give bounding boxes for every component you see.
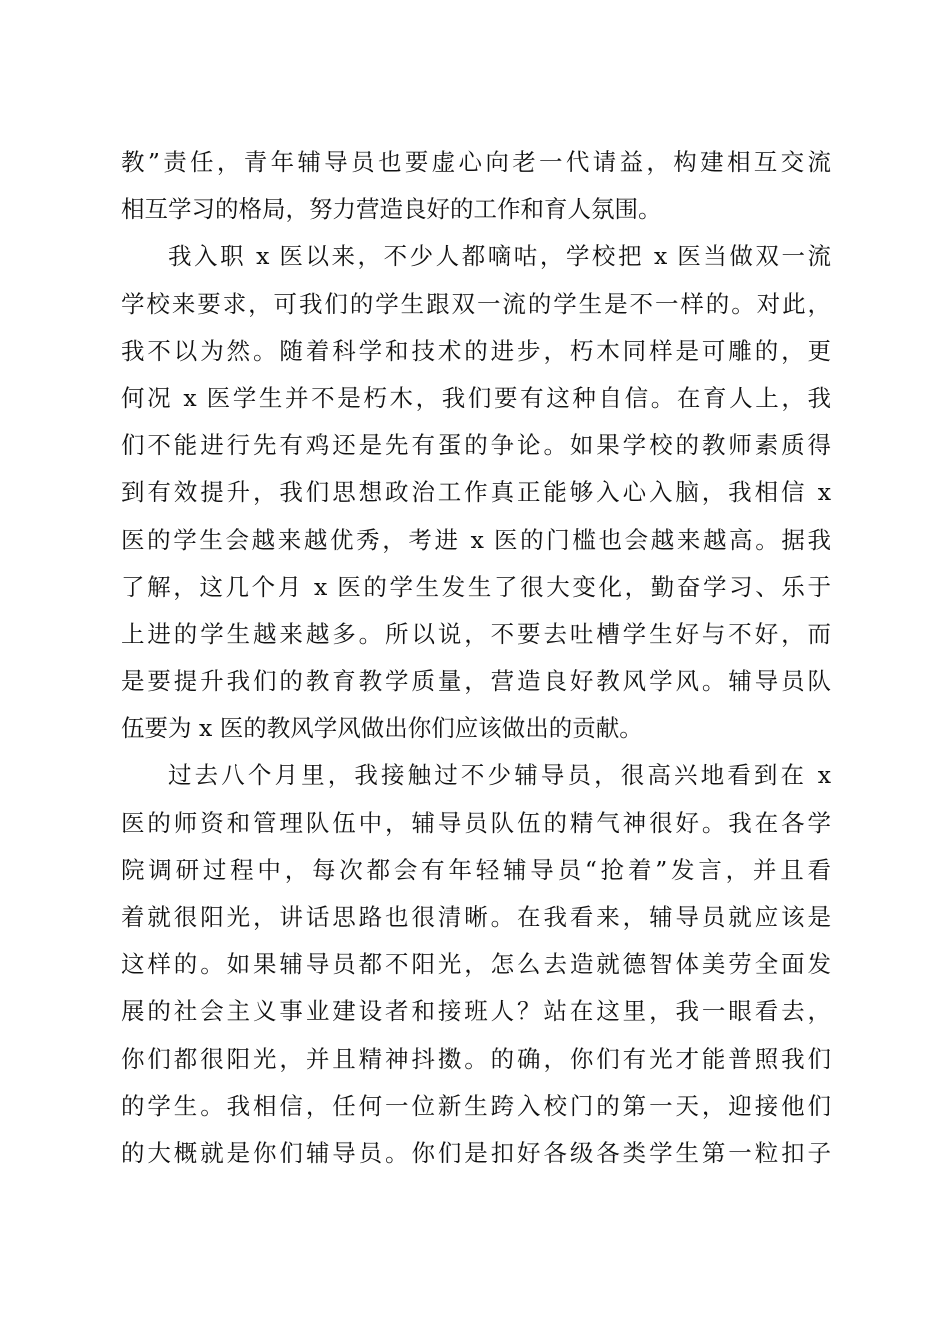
text-line: 上进的学生越来越多。所以说，不要去吐槽学生好与不好，而 — [121, 619, 831, 648]
text-line: 这样的。如果辅导员都不阳光，怎么去造就德智体美劳全面发 — [121, 950, 831, 979]
text-line: 你们都很阳光，并且精神抖擞。的确，你们有光才能普照我们 — [121, 1044, 831, 1073]
text-line: 医的师资和管理队伍中，辅导员队伍的精气神很好。我在各学 — [121, 808, 831, 837]
text-line: 学校来要求，可我们的学生跟双一流的学生是不一样的。对此， — [121, 289, 831, 318]
document-body — [121, 139, 831, 1177]
text-line: 何况 x 医学生并不是朽木，我们要有这种自信。在育人上，我 — [121, 383, 831, 412]
text-line: 是要提升我们的教育教学质量，营造良好教风学风。辅导员队 — [121, 667, 831, 696]
text-line: 教”责任，青年辅导员也要虚心向老一代请益，构建相互交流 — [121, 148, 831, 176]
text-line: 医的学生会越来越优秀，考进 x 医的门槛也会越来越高。据我 — [121, 525, 831, 554]
paragraph-1 — [121, 139, 831, 233]
text-line: 伍要为 x 医的教风学风做出你们应该做出的贡献。 — [121, 714, 643, 743]
text-line: 们不能进行先有鸡还是先有蛋的争论。如果学校的教师素质得 — [121, 431, 831, 460]
text-line: 相互学习的格局，努力营造良好的工作和育人氛围。 — [121, 195, 662, 224]
paragraph-3 — [121, 752, 831, 1177]
text-line: 过去八个月里，我接触过不少辅导员，很高兴地看到在 x — [168, 761, 831, 790]
paragraph-2 — [121, 233, 831, 752]
text-line: 了解，这几个月 x 医的学生发生了很大变化，勤奋学习、乐于 — [121, 572, 831, 601]
text-line: 我不以为然。随着科学和技术的进步，朽木同样是可雕的，更 — [121, 336, 831, 365]
text-line: 的大概就是你们辅导员。你们是扣好各级各类学生第一粒扣子 — [121, 1138, 831, 1167]
text-line: 到有效提升，我们思想政治工作真正能够入心入脑，我相信 x — [121, 478, 831, 507]
text-line: 我入职 x 医以来，不少人都嘀咕，学校把 x 医当做双一流 — [168, 242, 831, 271]
text-line: 的学生。我相信，任何一位新生跨入校门的第一天，迎接他们 — [121, 1091, 831, 1120]
text-line: 着就很阳光，讲话思路也很清晰。在我看来，辅导员就应该是 — [121, 903, 831, 931]
text-line: 展的社会主义事业建设者和接班人？站在这里，我一眼看去， — [121, 997, 831, 1026]
text-line: 院调研过程中，每次都会有年轻辅导员“抢着”发言，并且看 — [121, 855, 831, 884]
